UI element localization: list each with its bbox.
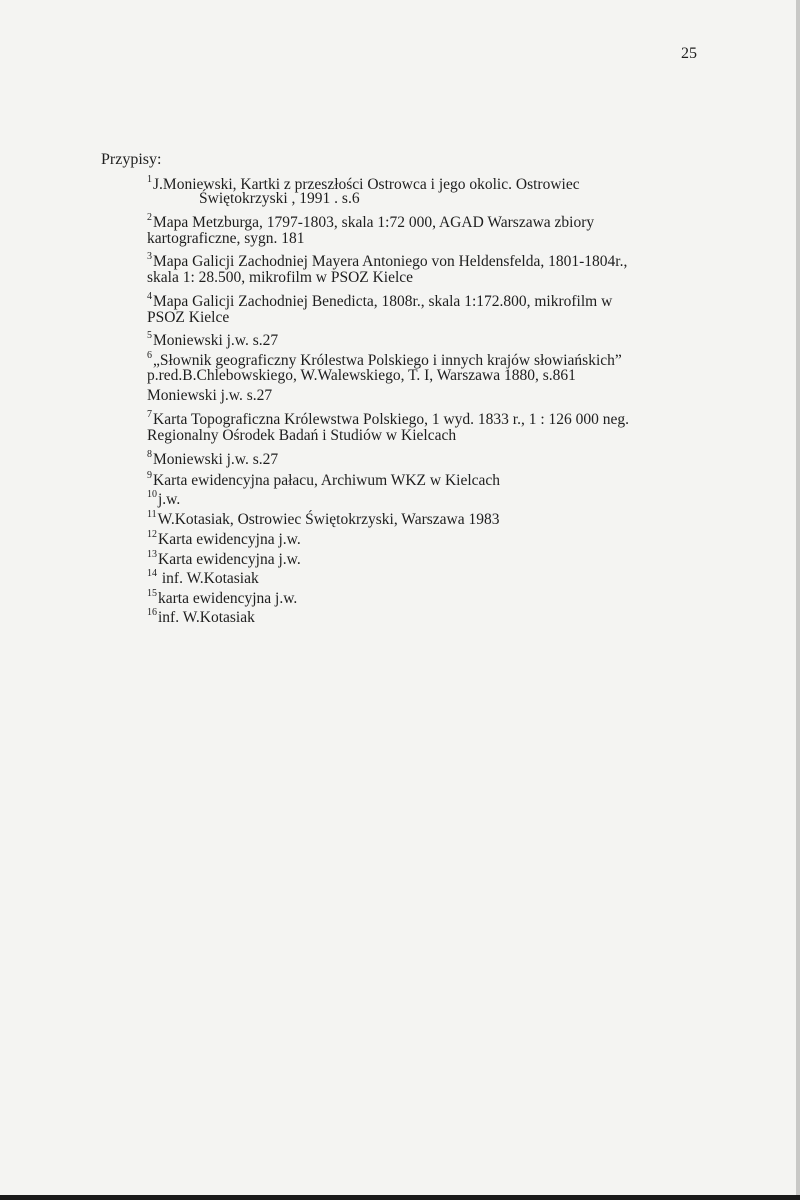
footnote-text: Moniewski j.w. s.27 xyxy=(153,332,279,349)
footnote-number: 9 xyxy=(147,470,152,481)
footnote-number: 2 xyxy=(147,212,152,223)
footnote-number: 12 xyxy=(147,529,157,540)
footnote-number: 8 xyxy=(147,449,152,460)
footnote-text: Karta ewidencyjna j.w. xyxy=(158,531,301,548)
footnote-number: 14 xyxy=(147,568,157,579)
footnote-number: 15 xyxy=(147,588,157,599)
footnote-number: 5 xyxy=(147,330,152,341)
page-number: 25 xyxy=(681,45,697,62)
footnote-number: 10 xyxy=(147,489,157,500)
footnote-number: 11 xyxy=(147,509,157,520)
page-bottom-border xyxy=(0,1195,800,1200)
footnote-text: Karta Topograficzna Królewstwa Polskiego, 1 wyd. 1833 r., 1 : 126 000 neg. xyxy=(153,411,630,428)
footnote-number: 7 xyxy=(147,409,152,420)
footnote-2-line-2: kartograficzne, sygn. 181 xyxy=(147,230,305,247)
footnote-16 xyxy=(147,603,255,627)
page-edge-shadow xyxy=(796,0,800,1200)
footnote-text: Karta ewidencyjna pałacu, Archiwum WKZ w Kielcach xyxy=(153,472,501,489)
footnote-1-line-2: Świętokrzyski , 1991 . s.6 xyxy=(199,190,360,207)
footnote-number: 1 xyxy=(147,174,152,185)
footnote-text: Karta ewidencyjna j.w. xyxy=(158,551,301,568)
footnote-text: Moniewski j.w. s.27 xyxy=(153,451,279,468)
footnote-7-line-2: Regionalny Ośrodek Badań i Studiów w Kielcach xyxy=(147,427,457,444)
footnote-number: 4 xyxy=(147,291,152,302)
footnote-text: inf. W.Kotasiak xyxy=(158,609,255,626)
footnote-9 xyxy=(147,466,500,490)
footnote-number: 3 xyxy=(147,251,152,262)
footnote-text: J.Moniewski, Kartki z przeszłości Ostrowca i jego okolic. Ostrowiec xyxy=(153,176,580,193)
footnote-3-line-2: skala 1: 28.500, mikrofilm w PSOZ Kielce xyxy=(147,269,414,286)
footnote-text: „Słownik geograficzny Królestwa Polskiego i innych krajów słowiańskich” xyxy=(153,352,622,369)
footnote-number: 16 xyxy=(147,607,157,618)
footnote-text: j.w. xyxy=(158,491,181,508)
footnote-number: 13 xyxy=(147,549,157,560)
footnotes-heading: Przypisy: xyxy=(101,151,162,168)
footnote-text: karta ewidencyjna j.w. xyxy=(158,590,298,607)
footnote-text: Mapa Metzburga, 1797-1803, skala 1:72 000, AGAD Warszawa zbiory xyxy=(153,214,595,231)
footnote-number: 6 xyxy=(147,350,152,361)
footnote-text: Mapa Galicji Zachodniej Mayera Antoniego von Heldensfelda, 1801-1804r., xyxy=(153,253,628,270)
footnote-6-line-3: Moniewski j.w. s.27 xyxy=(147,387,273,404)
footnote-text: Mapa Galicji Zachodniej Benedicta, 1808r., skala 1:172.800, mikrofilm w xyxy=(153,293,613,310)
footnote-4-line-2: PSOZ Kielce xyxy=(147,309,230,326)
footnote-6-line-2: p.red.B.Chlebowskiego, W.Walewskiego, T. I, Warszawa 1880, s.861 xyxy=(147,367,576,384)
footnote-text: W.Kotasiak, Ostrowiec Świętokrzyski, Warszawa 1983 xyxy=(157,511,500,528)
footnote-text: inf. W.Kotasiak xyxy=(158,570,259,587)
